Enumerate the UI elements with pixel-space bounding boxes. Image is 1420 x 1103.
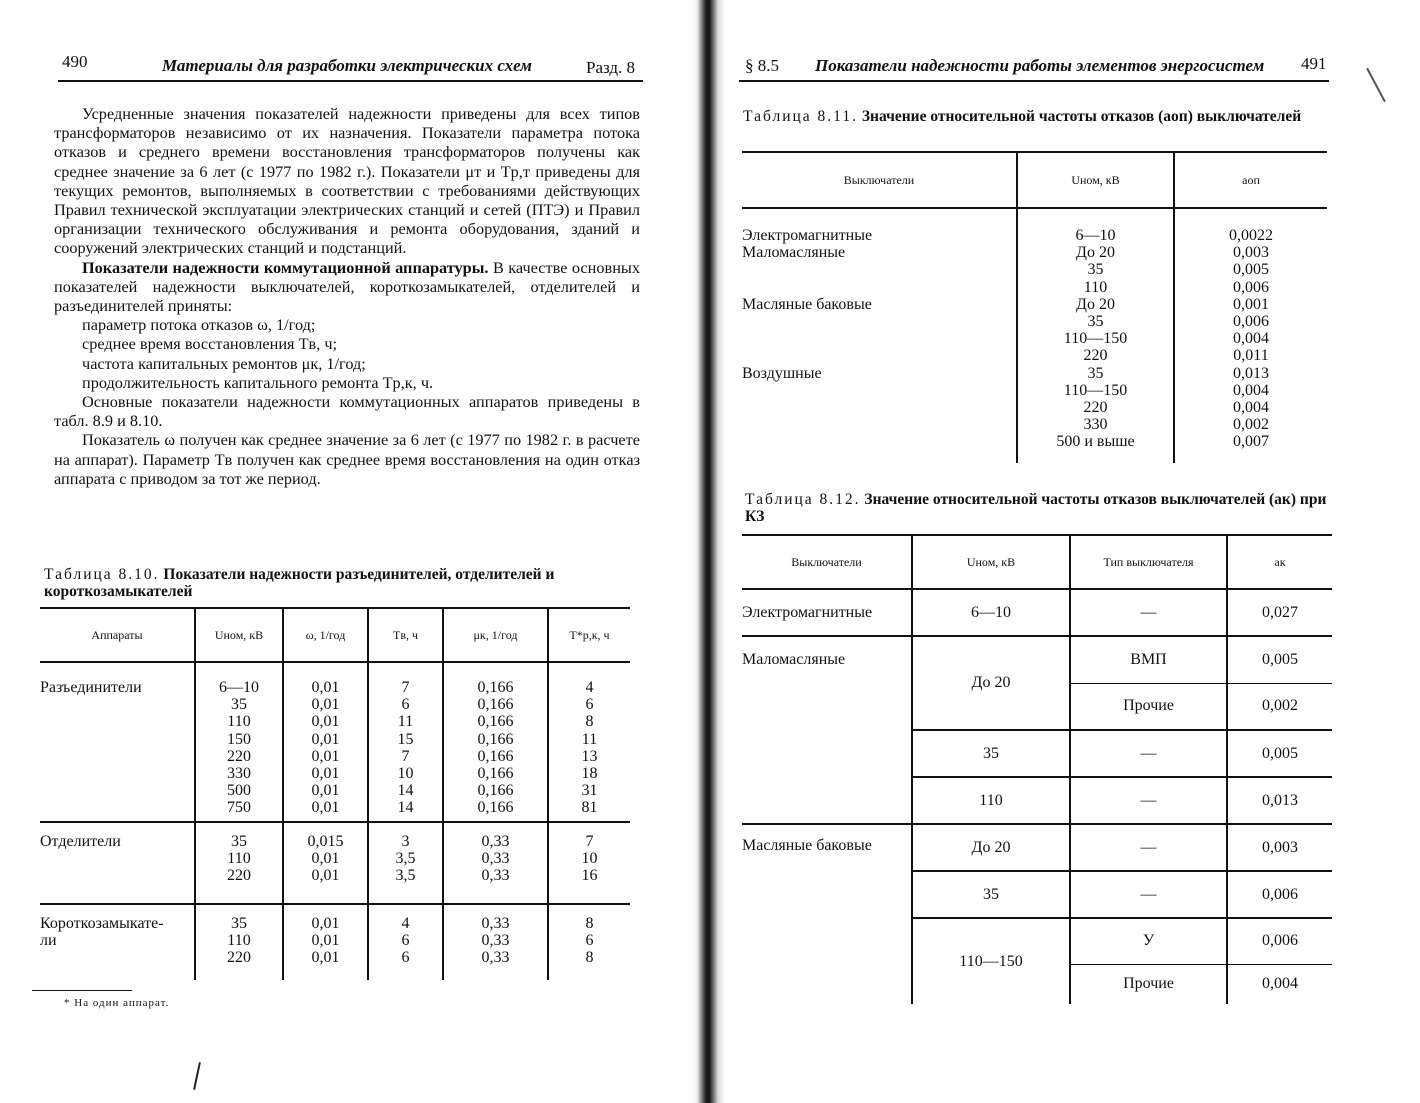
ak-cell: 0,013 — [1227, 777, 1332, 824]
voltage-cell: 35 — [912, 871, 1070, 918]
right-page — [725, 0, 1420, 1103]
subheading-text: В качестве основных показателей надежности выключателей, короткозамыкателей, отделителей и разъединителей приняты: — [54, 257, 640, 316]
table-row — [742, 824, 1332, 871]
list-item: частота капитальных ремонтов μк, 1/год; — [82, 353, 366, 373]
kind-cell: — — [1070, 871, 1227, 918]
paragraph-1: Усредненные значения показателей надежности приведены для всех типов трансформаторов независимо от их назначения. Показатели параметра потока отказов и среднего времени восстановления трансформаторов получены как среднее значение за 6 лет (с 1977 по 1982 г.). Показатели μт и Tр,т приведены для текущих ремонтов, выполняемых в соответствии с требованиями действующих Правил технической эксплуатации электрических станций и сетей (ПТЭ) и Правил организации технического обслуживания и ремонта оборудования, зданий и сооружений электрических станций и подстанций. — [54, 104, 640, 258]
col-header: μк, 1/год — [443, 608, 548, 662]
col-header: Выключатели — [791, 554, 862, 569]
left-page — [0, 0, 690, 1103]
col-header: Аппараты — [91, 627, 143, 642]
kind-cell: У — [1070, 918, 1227, 964]
tv-cell: 3 3,5 3,5 — [368, 822, 443, 904]
table-8-12-title: Значение относительной частоты отказов выключателей (aк) при КЗ — [745, 491, 1327, 525]
apparatus-name: Короткозамыкате- ли — [40, 915, 164, 950]
col-header: Выключатели — [843, 172, 915, 187]
subheading: Показатели надежности коммутационной аппаратуры. — [82, 257, 489, 277]
tv-cell: 7 6 11 15 7 10 14 14 — [368, 662, 443, 822]
kind-cell: Прочие — [1070, 683, 1227, 730]
table-8-12 — [742, 534, 1332, 1004]
tr-cell: 4 6 8 11 13 18 31 81 — [548, 662, 630, 822]
table-8-10-title: Показатели надежности разъединителей, отделителей и короткозамыкателей — [44, 566, 555, 600]
ak-cell: 0,005 — [1227, 730, 1332, 777]
omega-cell: 0,015 0,01 0,01 — [283, 822, 368, 904]
kind-cell: — — [1070, 730, 1227, 777]
table-header-row — [742, 152, 1327, 208]
table-8-12-caption — [745, 491, 1335, 525]
tr-cell: 8 6 8 — [548, 904, 630, 980]
col-header: Uном, кВ — [1017, 152, 1174, 208]
table-8-11-caption — [743, 108, 1303, 125]
voltage-cell: 35 110 220 — [195, 904, 283, 980]
breaker-type-cell: Масляные баковые — [742, 837, 872, 854]
voltage-cell: 6—10 35 110 150 220 330 500 750 — [195, 662, 283, 822]
tv-cell: 4 6 6 — [368, 904, 443, 980]
voltage-cell: 35 110 220 — [195, 822, 283, 904]
footnote: * На один аппарат. — [64, 997, 170, 1009]
breaker-type-cell: Электромагнитные Маломасляные Масляные баковые Воздушные — [742, 227, 873, 382]
col-header: Tв, ч — [368, 608, 443, 662]
footnote-rule — [32, 990, 132, 991]
table-row — [742, 208, 1327, 463]
running-title-right: Показатели надежности работы элементов энергосистем — [815, 56, 1265, 75]
paragraph-4: Показатель ω получен как среднее значение за 6 лет (с 1977 по 1982 г. в расчете на аппарат). Параметр Tв получен как среднее время восстановления на один отказ аппарата с приводом за тот же период. — [54, 430, 640, 488]
table-8-12-label: Таблица 8.12. — [745, 491, 861, 508]
running-title-left: Материалы для разработки электрических схем — [162, 56, 532, 75]
book-gutter — [690, 0, 725, 1103]
col-header: aк — [1227, 535, 1332, 589]
omega-cell: 0,01 0,01 0,01 0,01 0,01 0,01 0,01 0,01 — [283, 662, 368, 822]
col-header: aоп — [1174, 152, 1327, 208]
breaker-type-cell: Электромагнитные — [742, 603, 873, 621]
table-row — [40, 662, 630, 822]
table-8-10-label: Таблица 8.10. — [44, 566, 160, 583]
pen-mark — [1366, 68, 1386, 102]
ak-cell: 0,006 — [1227, 871, 1332, 918]
table-8-11-label: Таблица 8.11. — [743, 108, 858, 125]
mk-cell: 0,33 0,33 0,33 — [443, 904, 548, 980]
kind-cell: — — [1070, 777, 1227, 824]
kind-cell: ВМП — [1070, 636, 1227, 683]
table-8-10 — [40, 607, 630, 980]
ak-cell: 0,004 — [1227, 964, 1332, 1004]
page-number-right: 491 — [1301, 54, 1327, 73]
voltage-cell: До 20 — [912, 636, 1070, 730]
col-header: ω, 1/год — [283, 608, 368, 662]
aop-cell: 0,0022 0,003 0,005 0,006 0,001 0,006 0,004 0,011 0,013 0,004 0,004 0,002 0,007 — [1174, 208, 1327, 463]
kind-cell: — — [1070, 589, 1227, 636]
ak-cell: 0,006 — [1227, 918, 1332, 964]
list-item: среднее время восстановления Tв, ч; — [82, 334, 338, 354]
table-header-row — [742, 535, 1332, 589]
table-8-11-title: Значение относительной частоты отказов (aоп) выключателей — [861, 108, 1302, 125]
ak-cell: 0,027 — [1227, 589, 1332, 636]
table-row — [40, 822, 630, 904]
section-label-left: Разд. 8 — [586, 58, 636, 77]
mk-cell: 0,166 0,166 0,166 0,166 0,166 0,166 0,166 0,166 — [443, 662, 548, 822]
mk-cell: 0,33 0,33 0,33 — [443, 822, 548, 904]
col-header: T*р,к, ч — [548, 608, 630, 662]
voltage-cell: 110—150 — [912, 918, 1070, 1004]
ak-cell: 0,005 — [1227, 636, 1332, 683]
ak-cell: 0,003 — [1227, 824, 1332, 871]
col-header: Uном, кВ — [912, 535, 1070, 589]
voltage-cell: 6—10 До 20 35 110 До 20 35 110—150 220 35 110—150 220 330 500 и выше — [1017, 208, 1174, 463]
ak-cell: 0,002 — [1227, 683, 1332, 730]
voltage-cell: 110 — [912, 777, 1070, 824]
voltage-cell: 35 — [912, 730, 1070, 777]
paragraph-2 — [54, 258, 640, 316]
voltage-cell: До 20 — [912, 824, 1070, 871]
apparatus-name: Отделители — [40, 833, 121, 850]
body-text-left — [54, 104, 640, 488]
list-item: продолжительность капитального ремонта Tр,к, ч. — [82, 372, 434, 392]
table-header-row — [40, 608, 630, 662]
voltage-cell: 6—10 — [912, 589, 1070, 636]
table-8-10-caption — [44, 566, 634, 600]
table-row — [742, 636, 1332, 683]
table-8-11 — [742, 151, 1327, 463]
tr-cell: 7 10 16 — [548, 822, 630, 904]
header-rule-left — [58, 80, 643, 82]
table-row — [40, 904, 630, 980]
page-number-left: 490 — [62, 52, 88, 71]
col-header: Тип выключателя — [1070, 535, 1227, 589]
pen-mark — [193, 1062, 201, 1090]
col-header: Uном, кВ — [195, 608, 283, 662]
apparatus-name: Разъединители — [40, 679, 142, 696]
paragraph-3: Основные показатели надежности коммутационных аппаратов приведены в табл. 8.9 и 8.10. — [54, 392, 640, 431]
list-item: параметр потока отказов ω, 1/год; — [82, 315, 316, 335]
kind-cell: Прочие — [1070, 964, 1227, 1004]
kind-cell: — — [1070, 824, 1227, 871]
omega-cell: 0,01 0,01 0,01 — [283, 904, 368, 980]
table-row — [742, 589, 1332, 636]
header-rule-right — [739, 80, 1329, 82]
section-label-right: § 8.5 — [745, 56, 779, 75]
breaker-type-cell: Маломасляные — [742, 636, 912, 824]
